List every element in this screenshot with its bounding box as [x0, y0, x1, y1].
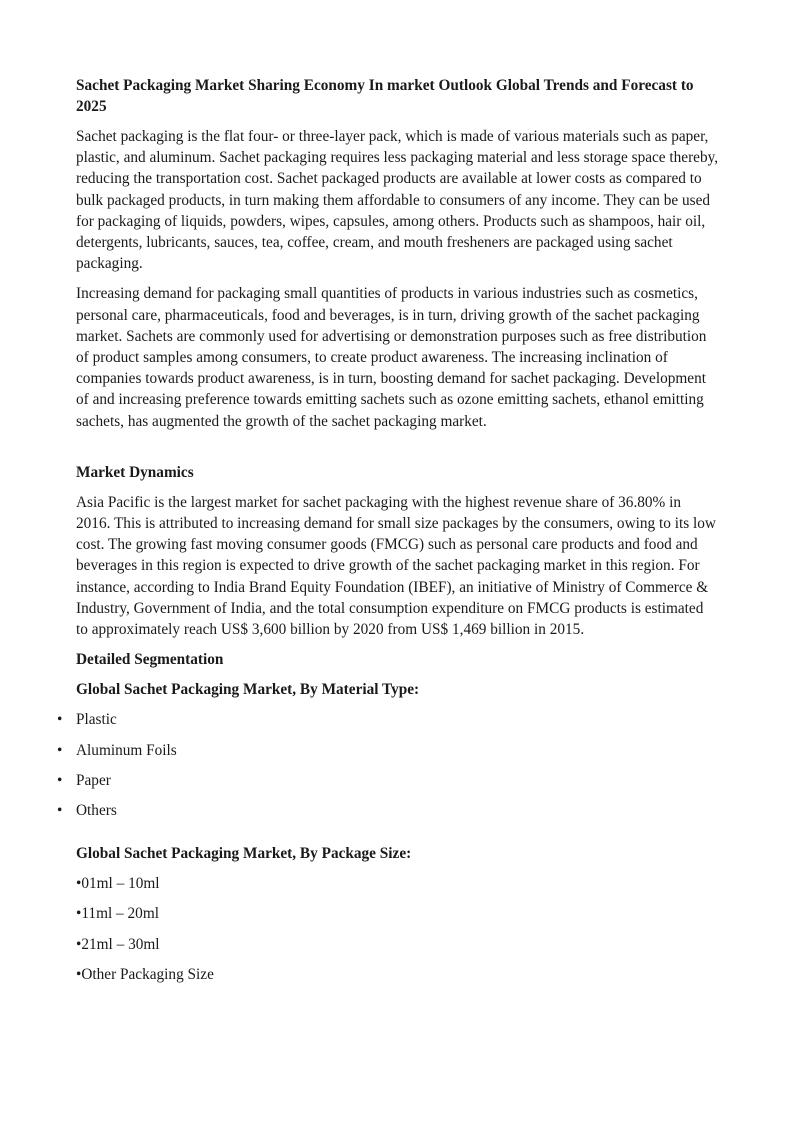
list-item: •11ml – 20ml [76, 905, 159, 923]
section-spacer [76, 441, 719, 462]
bullet-icon: • [57, 741, 63, 759]
material-type-list [57, 709, 719, 821]
list-item-label: Paper [76, 772, 111, 790]
document-title: Sachet Packaging Market Sharing Economy In market Outlook Global Trends and Forecast to 2025 [76, 77, 694, 115]
bullet-icon: • [57, 802, 63, 820]
list-item: •21ml – 30ml [76, 935, 160, 953]
list-item-label: Aluminum Foils [76, 741, 177, 759]
list-item: •01ml – 10ml [76, 874, 160, 892]
list-item [57, 740, 719, 761]
section-spacer [76, 831, 719, 843]
market-dynamics-heading: Market Dynamics [76, 463, 194, 481]
document-page [57, 75, 719, 994]
list-item [57, 800, 719, 821]
package-size-heading: Global Sachet Packaging Market, By Package Size: [76, 844, 412, 862]
intro-paragraph-2: Increasing demand for packaging small quantities of products in various industries such as cosmetics, personal care, pharmaceuticals, food and beverages, is in turn, driving growth of the sachet packaging market. Sachets are commonly used for advertising or demonstration purposes such as free distribution of product samples among consumers, to create product awareness. The increasing inclination of companies towards product awareness, is in turn, boosting demand for sachet packaging. Development of and increasing preference towards emitting sachets such as ozone emitting sachets, ethanol emitting sachets, has augmented the growth of the sachet packaging market. [76, 285, 707, 430]
list-item-label: Others [76, 802, 117, 820]
material-type-heading: Global Sachet Packaging Market, By Material Type: [76, 681, 420, 699]
bullet-icon: • [57, 711, 63, 729]
list-item-label: Plastic [76, 711, 117, 729]
list-item [57, 709, 719, 730]
market-dynamics-paragraph: Asia Pacific is the largest market for sachet packaging with the highest revenue share of 36.80% in 2016. This is attributed to increasing demand for small size packages by the consumers, owing to its low cost. The growing fast moving consumer goods (FMCG) such as personal care products and food and beverages in this region is expected to drive growth of the sachet packaging market in this region. For instance, according to India Brand Equity Foundation (IBEF), an initiative of Ministry of Commerce & Industry, Government of India, and the total consumption expenditure on FMCG products is estimated to approximately reach US$ 3,600 billion by 2020 from US$ 1,469 billion in 2015. [76, 493, 716, 639]
intro-paragraph-1: Sachet packaging is the flat four- or three-layer pack, which is made of various materials such as paper, plastic, and aluminum. Sachet packaging requires less packaging material and less storage space thereby, reducing the transportation cost. Sachet packaged products are available at lower costs as compared to bulk packaged products, in turn making them affordable to consumers of any income. They can be used for packaging of liquids, powders, wipes, capsules, among others. Products such as shampoos, hair oil, detergents, lubricants, sauces, tea, coffee, cream, and mouth fresheners are packaged using sachet packaging. [76, 128, 719, 273]
segmentation-heading: Detailed Segmentation [76, 651, 224, 669]
list-item: •Other Packaging Size [76, 966, 214, 983]
list-item [57, 770, 719, 791]
package-size-list [76, 873, 719, 985]
bullet-icon: • [57, 772, 63, 790]
